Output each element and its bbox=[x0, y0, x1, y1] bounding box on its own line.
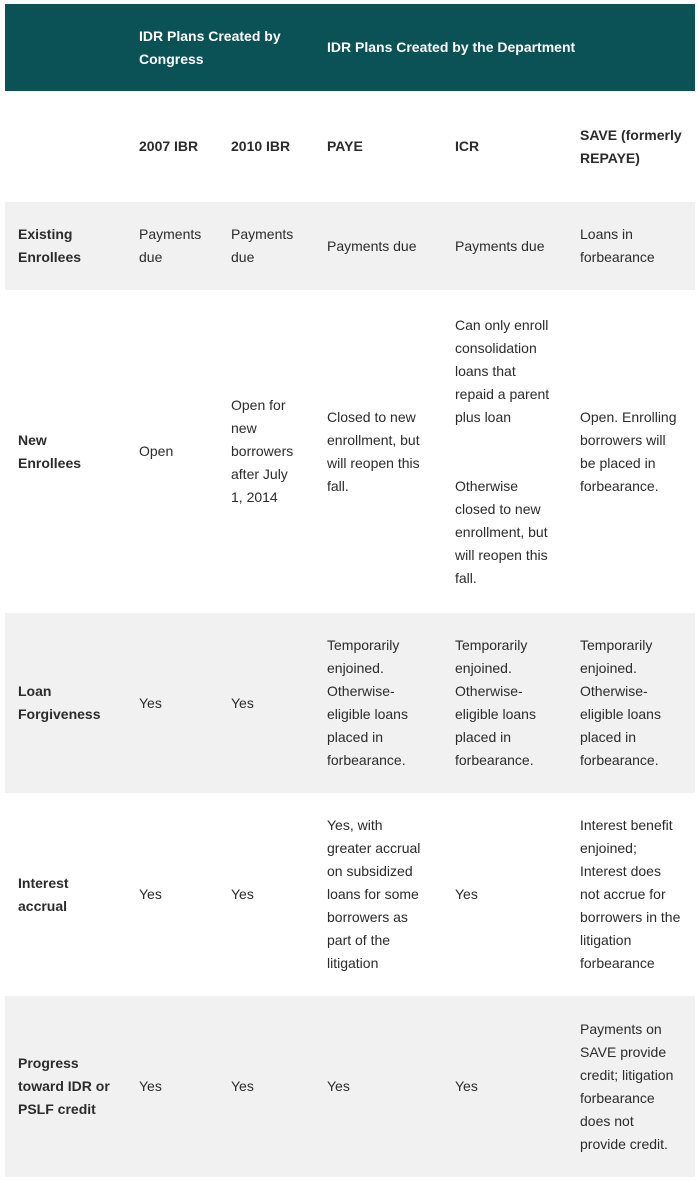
cell-2007-ibr: Yes bbox=[139, 886, 162, 902]
plan-header-save: SAVE (formerly REPAYE) bbox=[580, 126, 682, 166]
cell-icr: Payments due bbox=[455, 237, 545, 254]
cell-save: Payments on SAVE provide credit; litigation forbearance does not provide credit. bbox=[580, 1020, 674, 1152]
cell-icr: Temporarily enjoined. Otherwise-eligible loans placed in forbearance. bbox=[455, 637, 536, 768]
cell-save: Interest benefit enjoined; Interest does not accrue for borrowers in the litigation forbearance bbox=[580, 817, 681, 971]
cell-icr-paragraph-2: Otherwise closed to new enrollment, but will reopen this fall. bbox=[455, 477, 548, 586]
group-header-empty bbox=[5, 4, 126, 91]
cell-2010-ibr: Payments due bbox=[231, 226, 294, 265]
row-label: Interest accrual bbox=[18, 874, 69, 914]
cell-2010-ibr: Yes bbox=[231, 1078, 254, 1094]
table-row-existing-enrollees bbox=[5, 202, 695, 290]
idr-comparison-table-wrapper bbox=[5, 4, 695, 1177]
table-row-interest-accrual bbox=[5, 793, 695, 996]
table-row-progress-credit bbox=[5, 996, 695, 1177]
plan-header-row bbox=[5, 91, 695, 202]
cell-paye: Temporarily enjoined. Otherwise-eligible loans placed in forbearance. bbox=[327, 637, 408, 768]
cell-paye: Yes, with greater accrual on subsidized loans for some borrowers as part of the litigation bbox=[327, 817, 421, 971]
plan-header-2010-ibr: 2010 IBR bbox=[231, 138, 291, 154]
cell-icr bbox=[442, 290, 567, 613]
row-label: Loan Forgiveness bbox=[18, 683, 101, 722]
table-row-loan-forgiveness bbox=[5, 613, 695, 793]
cell-2007-ibr: Yes bbox=[139, 1078, 162, 1094]
cell-paye: Payments due bbox=[327, 237, 417, 254]
cell-icr: Yes bbox=[455, 1078, 478, 1094]
group-header-congress: IDR Plans Created by Congress bbox=[139, 27, 281, 67]
group-header-department: IDR Plans Created by the Department bbox=[327, 39, 576, 55]
group-header-row bbox=[5, 4, 695, 91]
plan-header-empty bbox=[5, 91, 126, 202]
table-row-new-enrollees bbox=[5, 290, 695, 613]
plan-header-paye: PAYE bbox=[327, 138, 363, 154]
idr-comparison-table bbox=[5, 4, 695, 1177]
plan-header-2007-ibr: 2007 IBR bbox=[139, 138, 199, 154]
cell-save: Open. Enrolling borrowers will be placed in forbearance. bbox=[580, 408, 677, 494]
cell-2007-ibr: Yes bbox=[139, 694, 162, 711]
cell-2007-ibr: Payments due bbox=[139, 226, 202, 265]
plan-header-icr: ICR bbox=[455, 138, 480, 154]
cell-icr-paragraph-1: Can only enroll consolidation loans that repaid a parent plus loan bbox=[455, 316, 550, 425]
row-label: Existing Enrollees bbox=[18, 226, 82, 265]
cell-2010-ibr: Open for new borrowers after July 1, 2014 bbox=[231, 397, 294, 505]
cell-2010-ibr: Yes bbox=[231, 694, 254, 711]
row-label: Progress toward IDR or PSLF credit bbox=[18, 1055, 110, 1117]
cell-2007-ibr: Open bbox=[139, 443, 174, 459]
row-label: New Enrollees bbox=[18, 431, 82, 471]
cell-paye: Closed to new enrollment, but will reopen this fall. bbox=[327, 408, 420, 494]
cell-2010-ibr: Yes bbox=[231, 886, 254, 902]
cell-save: Loans in forbearance bbox=[580, 226, 655, 265]
cell-paye: Yes bbox=[327, 1078, 350, 1094]
cell-save: Temporarily enjoined. Otherwise-eligible loans placed in forbearance. bbox=[580, 637, 661, 768]
cell-icr: Yes bbox=[455, 886, 478, 902]
